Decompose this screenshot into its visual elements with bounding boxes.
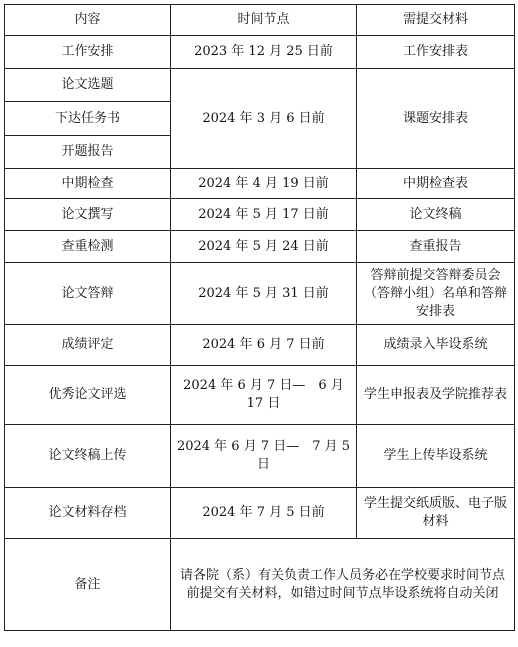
row-time: 2024 年 5 月 17 日前 — [171, 199, 357, 231]
row-time: 2024 年 7 月 5 日前 — [171, 488, 357, 539]
row-time: 2024 年 5 月 31 日前 — [171, 263, 357, 325]
row-material: 学生上传毕设系统 — [357, 425, 515, 488]
row-item: 查重检测 — [5, 231, 171, 263]
row-time: 2023 年 12 月 25 日前 — [171, 36, 357, 69]
table-row — [5, 325, 515, 366]
row-item: 优秀论文评选 — [5, 366, 171, 425]
table-row — [5, 263, 515, 325]
row-item: 论文撰写 — [5, 199, 171, 231]
row-item: 下达任务书 — [5, 102, 171, 136]
note-text: 请各院（系）有关负责工作人员务必在学校要求时间节点前提交有关材料，如错过时间节点毕设系统将自动关闭 — [171, 539, 515, 631]
table-row — [5, 169, 515, 199]
table-row — [5, 366, 515, 425]
header-time-node: 时间节点 — [171, 5, 357, 36]
schedule-table — [4, 4, 515, 631]
row-material: 学生申报表及学院推荐表 — [357, 366, 515, 425]
table-row — [5, 69, 515, 102]
row-time: 2024 年 5 月 24 日前 — [171, 231, 357, 263]
note-label: 备注 — [5, 539, 171, 631]
table-row — [5, 199, 515, 231]
row-item: 中期检查 — [5, 169, 171, 199]
row-time: 2024 年 3 月 6 日前 — [171, 69, 357, 169]
row-item: 论文材料存档 — [5, 488, 171, 539]
row-material: 学生提交纸质版、电子版材料 — [357, 488, 515, 539]
row-time: 2024 年 4 月 19 日前 — [171, 169, 357, 199]
row-item: 成绩评定 — [5, 325, 171, 366]
row-material: 查重报告 — [357, 231, 515, 263]
row-time: 2024 年 6 月 7 日前 — [171, 325, 357, 366]
table-row — [5, 36, 515, 69]
row-item: 论文终稿上传 — [5, 425, 171, 488]
table-row — [5, 231, 515, 263]
row-material: 论文终稿 — [357, 199, 515, 231]
table-row-note — [5, 539, 515, 631]
row-time: 2024 年 6 月 7 日— 7 月 5 日 — [171, 425, 357, 488]
table-header-row — [5, 5, 515, 36]
row-material: 工作安排表 — [357, 36, 515, 69]
header-materials: 需提交材料 — [357, 5, 515, 36]
row-item: 论文答辩 — [5, 263, 171, 325]
row-material: 成绩录入毕设系统 — [357, 325, 515, 366]
table-row — [5, 425, 515, 488]
row-material: 中期检查表 — [357, 169, 515, 199]
table-row — [5, 488, 515, 539]
row-time: 2024 年 6 月 7 日— 6 月 17 日 — [171, 366, 357, 425]
row-material: 课题安排表 — [357, 69, 515, 169]
header-content: 内容 — [5, 5, 171, 36]
row-material: 答辩前提交答辩委员会（答辩小组）名单和答辩安排表 — [357, 263, 515, 325]
row-item: 论文选题 — [5, 69, 171, 102]
row-item: 开题报告 — [5, 136, 171, 169]
row-item: 工作安排 — [5, 36, 171, 69]
